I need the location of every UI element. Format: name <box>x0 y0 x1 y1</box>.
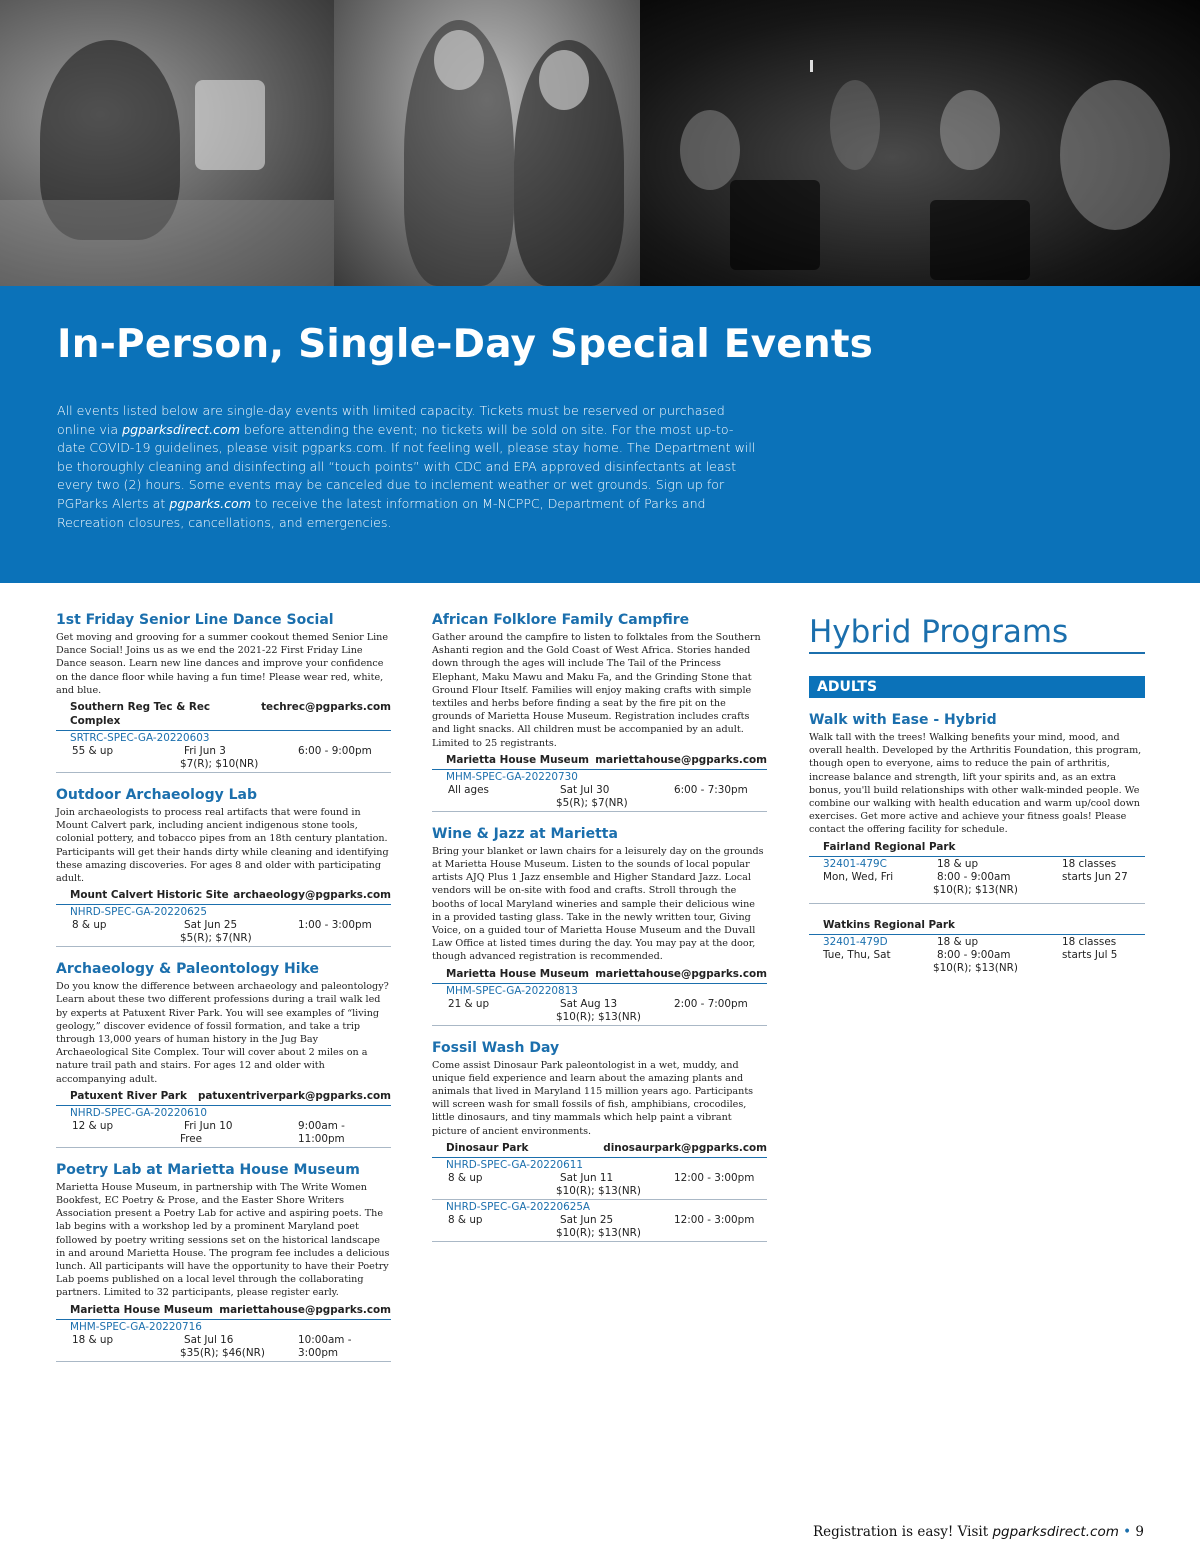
page-title: In-Person, Single-Day Special Events <box>57 322 874 367</box>
session-row <box>432 984 767 1026</box>
session-row <box>56 731 391 773</box>
session-row <box>56 1106 391 1148</box>
event-title: 1st Friday Senior Line Dance Social <box>56 612 334 628</box>
photo-strip <box>0 0 1200 286</box>
events-column-1 <box>56 612 391 1376</box>
photo-campfire-night <box>640 0 1200 286</box>
session-fee: $5(R); $7(NR) <box>180 932 252 945</box>
session-date: Sat Jun 25 <box>560 1213 614 1226</box>
activity-code[interactable]: 32401-479D <box>823 935 888 948</box>
event-wine-jazz <box>432 826 767 1026</box>
footer-visit: Visit <box>953 1524 993 1540</box>
activity-code[interactable]: NHRD-SPEC-GA-20220610 <box>70 1106 207 1119</box>
session-classes: 18 classes <box>1062 935 1117 948</box>
event-outdoor-archaeology <box>56 787 391 947</box>
venue-name: Marietta House Museum <box>70 1303 213 1316</box>
activity-code[interactable]: 32401-479C <box>823 857 887 870</box>
venue-name: Fairland Regional Park <box>809 840 1145 857</box>
session-age: 21 & up <box>448 997 490 1010</box>
event-poetry-lab <box>56 1162 391 1362</box>
session-start: starts Jul 5 <box>1062 948 1118 961</box>
event-title: Walk with Ease - Hybrid <box>809 712 997 728</box>
session-fee: $10(R); $13(NR) <box>556 1010 641 1023</box>
event-description: Marietta House Museum, in partnership with The Write Women Bookfest, EC Poetry & Prose, and the Easter Shore Writers Association present a Poetry Lab for active and aspiring poets. The lab begins with a workshop led by a prominent Maryland poet followed by poetry writing sessions set on the historical landscape in and around Marietta House. The program fee includes a delicious lunch. All participants will have the opportunity to have their Poetry Lab poems published on a local level through the collaborating partners. Limited to 32 participants, please register early. <box>56 1181 390 1299</box>
photo-archaeology-dig <box>0 0 334 286</box>
session-time: 2:00 - 7:00pm <box>674 997 748 1010</box>
event-venue-row <box>432 967 767 984</box>
page-number: 9 <box>1135 1524 1144 1540</box>
event-description: Bring your blanket or lawn chairs for a leisurely day on the grounds at Marietta House Museum. Listen to the sounds of local popular artists AJQ Plus 1 Jazz ensemble and Higher Standard Jazz. Local vendors will be on-site with food and crafts. Stroll through the booths of local Maryland wineries and sample their delicious wine in a provided tasting glass. Take in the newly written tour, Giving Voice, on a guided tour of Marietta House Museum and the Duvall Law Office at listed times during the day. You may pay at the door, though advanced registration is recommended. <box>432 845 764 963</box>
session-time: 8:00 - 9:00am <box>937 870 1011 883</box>
event-title: Wine & Jazz at Marietta <box>432 825 618 842</box>
event-venue-row <box>56 888 391 905</box>
venue-email[interactable]: mariettahouse@pgparks.com <box>219 1303 391 1316</box>
activity-code[interactable]: MHM-SPEC-GA-20220716 <box>70 1320 202 1333</box>
session-row <box>432 1200 767 1242</box>
event-venue-row <box>56 1303 391 1320</box>
session-time: 6:00 - 7:30pm <box>674 783 748 796</box>
event-folklore-campfire <box>432 612 767 812</box>
hybrid-heading: Hybrid Programs <box>809 612 1145 654</box>
event-paleontology-hike <box>56 961 391 1148</box>
session-time: 12:00 - 3:00pm <box>674 1213 755 1226</box>
event-walk-with-ease <box>809 712 1145 981</box>
session-age: 8 & up <box>448 1213 483 1226</box>
session-date: Sat Aug 13 <box>560 997 618 1010</box>
activity-code[interactable]: NHRD-SPEC-GA-20220625A <box>446 1200 591 1213</box>
event-fossil-wash <box>432 1040 767 1242</box>
session-days: Tue, Thu, Sat <box>823 948 891 961</box>
page-footer <box>813 1524 1144 1540</box>
venue-email[interactable]: archaeology@pgparks.com <box>233 889 391 902</box>
session-fee: $7(R); $10(NR) <box>180 758 259 771</box>
venue-name: Watkins Regional Park <box>809 918 1145 935</box>
event-venue-row <box>56 1089 391 1106</box>
footer-site-link[interactable]: pgparksdirect.com <box>992 1524 1119 1540</box>
session-age: 8 & up <box>72 919 107 932</box>
event-venue-row <box>432 1141 767 1158</box>
intro-link-pgparks[interactable]: pgparks.com <box>169 495 251 511</box>
session-time: 12:00 - 3:00pm <box>674 1171 755 1184</box>
event-venue-row <box>56 700 391 731</box>
session-row <box>56 1320 391 1362</box>
venue-name: Marietta House Museum <box>446 753 589 766</box>
session-date: Sat Jul 16 <box>184 1333 234 1346</box>
venue-email[interactable]: mariettahouse@pgparks.com <box>595 753 767 766</box>
intro-text: All events listed below are single-day events with limited capacity. Tickets must be reserved or purchased online via pgparksdirect.com before attending the event; no tickets will be sold on site. For the most up-to-date COVID-19 guidelines, please visit pgparks.com. If not feeling well, please stay home. The Department will be thoroughly cleaning and disinfecting all “touch points” with CDC and EPA approved disinfectants at least every two (2) hours. Some events may be canceled due to inclement weather or wet grounds. Sign up for PGParks Alerts at pgparks.com to receive the latest information on M-NCPPC, Department of Parks and Recreation closures, cancellations, and emergencies. <box>57 403 756 530</box>
session-time: 6:00 - 9:00pm <box>298 745 372 758</box>
session-age: 12 & up <box>72 1119 114 1132</box>
intro-banner <box>0 286 1200 583</box>
activity-code[interactable]: SRTRC-SPEC-GA-20220603 <box>70 732 210 745</box>
session-date: Sat Jul 30 <box>560 783 610 796</box>
session-time: 8:00 - 9:00am <box>937 948 1011 961</box>
event-title: African Folklore Family Campfire <box>432 612 690 628</box>
session-fee: $10(R); $13(NR) <box>933 961 1018 974</box>
session-classes: 18 classes <box>1062 857 1117 870</box>
event-description: Walk tall with the trees! Walking benefits your mind, mood, and overall health. Developed by the Arthritis Foundation, this program, though open to everyone, aims to reduce the pain of arthritis, increase balance and strength, lift your spirits and, as an extra bonus, you'll build relationships with other walk-minded people. We combine our walking with health education and warm up/cool down exercises. Get more active and achieve your fitness goals! Please contact the offering facility for schedule. <box>809 732 1142 836</box>
session-date: Fri Jun 3 <box>184 745 226 758</box>
venue-name: Marietta House Museum <box>446 967 589 980</box>
session-age: 8 & up <box>448 1171 483 1184</box>
session-fee: $10(R); $13(NR) <box>556 1226 641 1239</box>
session-time: 9:00am - 11:00pm <box>298 1119 345 1145</box>
event-line-dance <box>56 612 391 773</box>
venue-name: Patuxent River Park <box>70 1089 187 1102</box>
session-row <box>432 1158 767 1200</box>
venue-name: Mount Calvert Historic Site <box>70 889 229 902</box>
session-age: 18 & up <box>72 1333 114 1346</box>
event-description: Join archaeologists to process real artifacts that were found in Mount Calvert park, including ancient indigenous stone tools, colonial pottery, and tobacco pipes from an 18th century plantation. Participants will get their hands dirty while cleaning and identifying these amazing discoveries. For ages 8 and older with participating adult. <box>56 807 389 885</box>
session-date: Fri Jun 10 <box>184 1119 233 1132</box>
event-title: Poetry Lab at Marietta House Museum <box>56 1161 360 1178</box>
session-time: 1:00 - 3:00pm <box>298 919 372 932</box>
session-age: 55 & up <box>72 745 114 758</box>
session-age: All ages <box>448 783 489 796</box>
session-date: Sat Jun 11 <box>560 1171 614 1184</box>
session-fee: $5(R); $7(NR) <box>556 796 628 809</box>
session-age: 18 & up <box>937 935 979 948</box>
session-time: 10:00am - 3:00pm <box>298 1333 352 1359</box>
session-days: Mon, Wed, Fri <box>823 870 894 883</box>
venue-email[interactable]: patuxentriverpark@pgparks.com <box>197 1089 391 1102</box>
event-description: Get moving and grooving for a summer cookout themed Senior Line Dance Social! Joins us as we end the 2021-22 First Friday Line Dance season. Learn new line dances and improve your confidence on the dance floor while having a fun time! Please wear red, white, and blue. <box>56 632 389 696</box>
event-title: Outdoor Archaeology Lab <box>56 787 257 804</box>
venue-name: Southern Reg Tec & Rec Complex <box>70 701 211 728</box>
event-venue-row <box>432 753 767 770</box>
session-date: Sat Jun 25 <box>184 919 238 932</box>
session-age: 18 & up <box>937 857 979 870</box>
session-fee: $10(R); $13(NR) <box>933 883 1018 896</box>
venue-email[interactable]: mariettahouse@pgparks.com <box>595 967 767 980</box>
activity-code[interactable]: NHRD-SPEC-GA-20220625 <box>70 906 207 919</box>
event-description: Do you know the difference between archaeology and paleontology? Learn about these two different professions during a trail walk led by experts at Patuxent River Park. You will see examples of “living geology,” discover evidence of fossil formation, and take a trip through 13,000 years of human history in the Jug Bay Archaeological Site Complex. Tour will cover about 2 miles on a nature trail path and stairs. For ages 12 and older with accompanying adult. <box>56 981 389 1085</box>
session-fee: $35(R); $46(NR) <box>180 1346 265 1359</box>
session-row <box>809 935 1145 981</box>
activity-code[interactable]: MHM-SPEC-GA-20220730 <box>446 770 578 783</box>
activity-code[interactable]: MHM-SPEC-GA-20220813 <box>446 984 578 997</box>
venue-name: Dinosaur Park <box>446 1141 529 1154</box>
venue-email[interactable]: dinosaurpark@pgparks.com <box>603 1141 767 1154</box>
event-description: Gather around the campfire to listen to folktales from the Southern Ashanti region and the Gold Coast of West Africa. Stories handed down through the ages will include The Tail of the Princess Elephant, Maku Mawu and Maku Fa, and the Grinding Stone that Ground Flour Itself. Families will enjoy making crafts with simple textiles and herbs before finding a seat by the fire pit on the grounds of Marietta House Museum. Registration includes crafts and light snacks. All children must be accompanied by an adult. Limited to 25 registrants. <box>432 632 761 749</box>
session-row <box>432 770 767 812</box>
intro-link-pgparksdirect[interactable]: pgparksdirect.com <box>122 421 241 437</box>
session-row <box>56 905 391 947</box>
activity-code[interactable]: NHRD-SPEC-GA-20220611 <box>446 1158 583 1171</box>
event-title: Fossil Wash Day <box>432 1039 560 1056</box>
footer-dot: • <box>1118 1524 1136 1540</box>
hybrid-programs-column <box>809 612 1145 981</box>
venue-email[interactable]: techrec@pgparks.com <box>261 701 391 714</box>
event-description: Come assist Dinosaur Park paleontologist in a wet, muddy, and unique field experience and learn about the amazing plants and animals that lived in Maryland 115 million years ago. Participants will screen wash for small fossils of fish, amphibians, crocodiles, little dinosaurs, and tiny mammals which help paint a vibrant picture of ancient environments. <box>432 1059 754 1137</box>
adults-section-label: ADULTS <box>809 676 1145 698</box>
session-fee: $10(R); $13(NR) <box>556 1184 641 1197</box>
photo-line-dance-seniors <box>334 0 640 286</box>
session-start: starts Jun 27 <box>1062 870 1128 883</box>
event-title: Archaeology & Paleontology Hike <box>56 961 319 978</box>
session-fee: Free <box>180 1132 203 1145</box>
footer-lead: Registration is easy! <box>812 1524 954 1540</box>
events-column-2 <box>432 612 767 1256</box>
session-row <box>809 857 1145 904</box>
